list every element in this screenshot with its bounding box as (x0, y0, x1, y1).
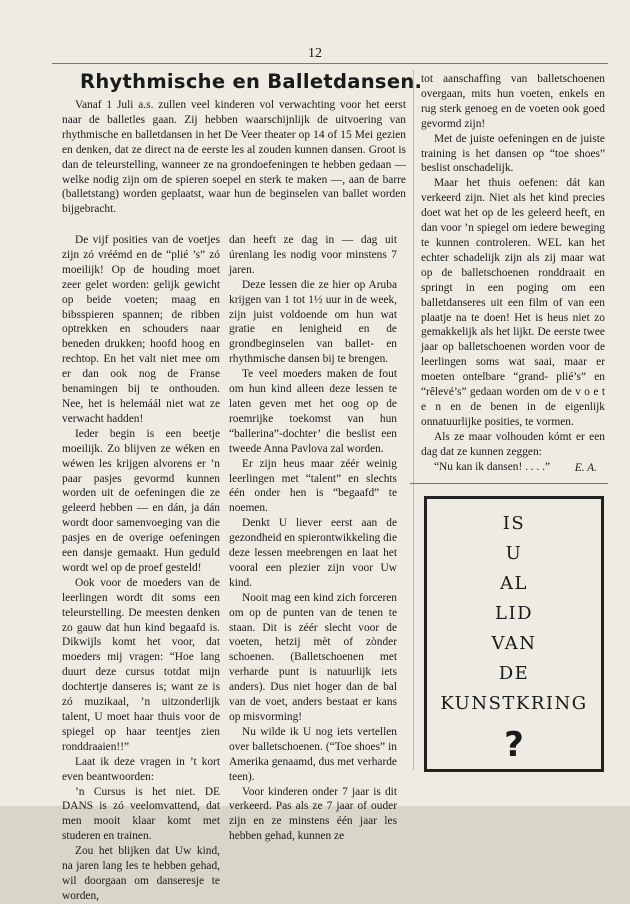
article-title: Rhythmische en Balletdansen. (80, 70, 423, 93)
column-1 (62, 233, 220, 904)
ad-line: LID (495, 603, 533, 624)
paragraph: Ieder begin is een beetje moeilijk. Zo blijven ze wéken en wéwen les krijgen alvorens er ’n paar pasjes gevormd kunnen worden uit de oefeningen die ze geleerd hebben — en dán, ja dán wordt door samenvoeging van die pasjes en de overige oefeningen een dansje gemaakt. Hun geduld wordt wel op de proef gesteld! (62, 427, 220, 574)
paragraph: tot aanschaffing van balletschoenen overgaan, mits hun voeten, enkels en rug sterk genoeg en de voeten ook goed gevormd zijn! (421, 73, 605, 130)
page-number: 12 (308, 46, 322, 61)
ad-line: VAN (491, 633, 537, 654)
column-3 (421, 72, 605, 474)
header-rule (52, 63, 608, 64)
paragraph: Met de juiste oefeningen en de juiste training is het dansen op “toe shoes” beslist onschadelijk. (421, 132, 605, 175)
ad-line: DE (498, 663, 530, 684)
paragraph: Ook voor de moeders van de leerlingen wordt dit soms een teleurstelling. De meesten denken zo gauw dat hun kind begaafd is. Dikwijls komt het voor, dat moeders mij vragen: “Hoe lang duurt deze cursus totdat mijn dochtertje danseres is; want ze is zó muzikaal, ’n uitzonderlijk talent, U moet haar thuis voor de spiegel op haar teentjes zien ronddraaien!!” (62, 576, 220, 753)
paragraph: ’n Cursus is het niet. DE DANS is zó veelomvattend, dat men mooit klaar komt met studeren en trainen. (62, 785, 220, 843)
paragraph: Denkt U liever eerst aan de gezondheid en spierontwikkeling die deze lessen meebrengen en laat het vooral een plezier zijn voor Uw kind. (229, 517, 397, 589)
kunstkring-ad-box (424, 496, 604, 772)
ad-line: KUNSTKRING (440, 693, 588, 714)
paragraph: Maar het thuis oefenen: dát kan verkeerd zijn. Niet als het kind precies doet wat het op de les geleerd heeft, en dan voor ’n spiegel om iedere beweging te kunnen controleren. WEL kan het echter schadelijk zijn als zij maar wat op de balletschoenen ronddraait en springt in een poging om een balletdanseres uit een film of van een plaatje na te doen! Het is heus niet zo gemakkelijk als het lijkt. De eerste twee jaar op balletschoenen worden voor de leerlingen soms wat saai, maar er moeten ontelbare “grand- plié’s” en “rêlevé’s” gedaan worden om de v o e t e n en de benen in de eigenlijk onnatuurlijke posities, te vormen. (421, 177, 605, 428)
paragraph: Voor kinderen onder 7 jaar is dit verkeerd. Pas als ze 7 jaar of ouder zijn en ze minstens één jaar les hebben gehad, kunnen ze (229, 785, 397, 843)
column-2 (229, 233, 397, 844)
paragraph: dan heeft ze dag in — dag uit úrenlang les nodig voor minstens 7 jaren. (229, 234, 397, 276)
paragraph: Nu wilde ik U nog iets vertellen over balletschoenen. (“Toe shoes” in Amerika genaamd, dus met verharde teen). (229, 725, 397, 783)
ad-line: IS (502, 513, 526, 534)
paragraph: De vijf posities van de voetjes zijn zó vréémd en de “plié ’s” zó moeilijk! Op de houding moet zeer gelet worden: gelijk gewicht op beide voeten; maag en bibsspieren spannen; de ribben optrekken en schouders naar beneden drukken; hoofd hoog en rechtop. En het valt niet mee om er dan ook nog de Franse benamingen bij te onthouden. Nee, het is helemáál niet wat ze verwacht hadden! (62, 234, 220, 425)
paragraph: Er zijn heus maar zéér weinig leerlingen met “talent” en slechts één onder hen is “begaafd” te noemen. (229, 457, 397, 515)
paragraph: Laat ik deze vragen in ’t kort even beantwoorden: (62, 755, 220, 783)
paragraph: Nooit mag een kind zich forceren om op de punten van de tenen te staan. Dit is zéér slecht voor de voeten, hetzij mèt of zònder schoenen. (Balletschoenen met verharde punt is natuurlijk iets anders). Dus niet hoger dan de bal van de voet, anders bestaat er kans op misvorming! (229, 591, 397, 723)
column-divider (413, 70, 414, 770)
paragraph: Als ze maar volhouden kómt er een dag dat ze kunnen zeggen: (421, 430, 605, 458)
paragraph: Te veel moeders maken de fout om hun kind alleen deze lessen te laten geven met het oog op de roemrijke toekomst van hun “ballerina”-dochter’ die beslist een tweede Anna Pavlova zal worden. (229, 368, 397, 455)
question-mark: ? (504, 725, 524, 765)
intro-text: Vanaf 1 Juli a.s. zullen veel kinderen vol verwachting voor het eerst naar de balletles gaan. Zij hebben waarschijnlijk de uitvoering van rhythmische en balletdansen in het De Veer theater op 14 of 15 Mei gezien en denken, dat ze direct na de eerste les al zouden kunnen dansen. Groot is dan de teleurstelling, wanneer ze na grondoefeningen te hebben gedaan — welke nodig zijn om de spieren soepel en sterk te maken —, aan de barre (balletstang) worden geplaatst, waar hun de beginselen van ballet worden bijgebracht. (62, 99, 406, 216)
ad-line: AL (500, 573, 528, 594)
paragraph: Deze lessen die ze hier op Aruba krijgen van 1 tot 1½ uur in de week, zijn juist voldoende om hun wat gratie en lenigheid en de grondbeginselen van ballet- en rhythmische dansen bij te brengen. (229, 278, 397, 366)
ad-line: U (505, 543, 523, 564)
paragraph: Zou het blijken dat Uw kind, na jaren lang les te hebben gehad, wil doorgaan om danseresje te worden, (62, 845, 220, 902)
signature-rule (410, 483, 608, 484)
author-signature: E. A. (574, 462, 597, 474)
intro-paragraph (62, 98, 406, 217)
paragraph: “Nu kan ik dansen! . . . .” (434, 460, 551, 473)
